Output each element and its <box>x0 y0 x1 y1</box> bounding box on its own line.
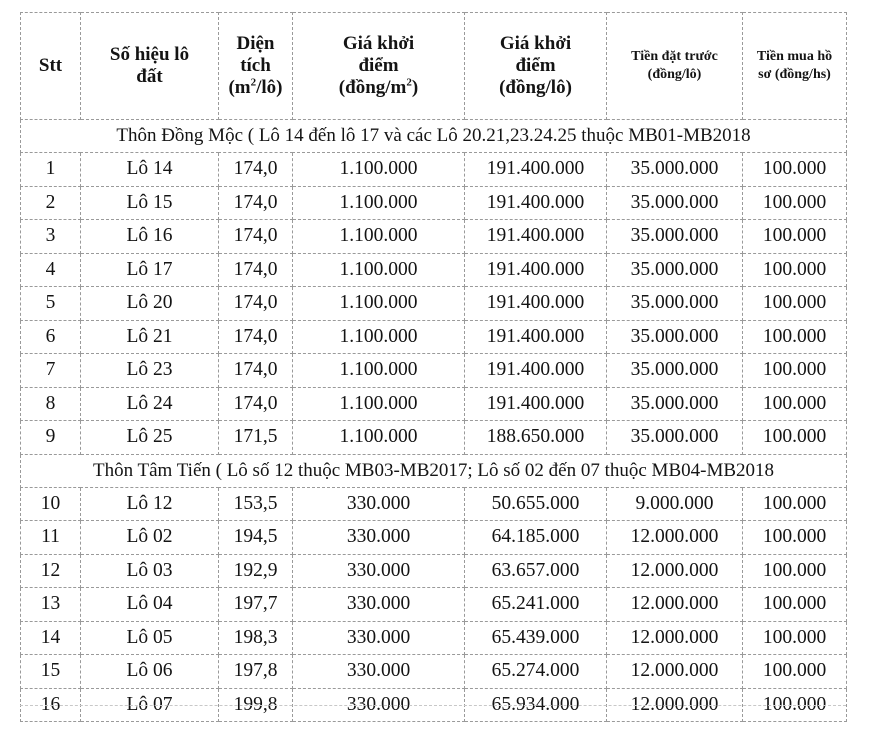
table-row <box>21 354 847 388</box>
table-row <box>21 387 847 421</box>
cell-fee: 100.000 <box>743 320 847 354</box>
cell-fee: 100.000 <box>743 153 847 187</box>
cell-stt: 11 <box>21 521 81 555</box>
cell-lot: Lô 03 <box>81 554 219 588</box>
cell-deposit: 9.000.000 <box>607 487 743 521</box>
cell-lot: Lô 24 <box>81 387 219 421</box>
cell-deposit: 12.000.000 <box>607 521 743 555</box>
group-title: Thôn Đồng Mộc ( Lô 14 đến lô 17 và các Lô 20.21,23.24.25 thuộc MB01-MB2018 <box>21 120 847 153</box>
cell-stt: 10 <box>21 487 81 521</box>
table-row <box>21 621 847 655</box>
cell-fee: 100.000 <box>743 487 847 521</box>
cell-price-per-lot: 191.400.000 <box>465 320 607 354</box>
table-row <box>21 521 847 555</box>
cell-lot: Lô 05 <box>81 621 219 655</box>
cell-fee: 100.000 <box>743 387 847 421</box>
cell-stt: 9 <box>21 421 81 455</box>
header-price-per-m2: Giá khởi điểm $(đồng/m^2)$ <box>293 13 465 120</box>
cell-deposit: 35.000.000 <box>607 153 743 187</box>
cell-area: 174,0 <box>219 253 293 287</box>
cell-price-per-lot: 188.650.000 <box>465 421 607 455</box>
cell-price-per-m2: 330.000 <box>293 487 465 521</box>
cell-price-per-lot: 65.241.000 <box>465 588 607 622</box>
cell-area: 197,7 <box>219 588 293 622</box>
cell-price-per-lot: 191.400.000 <box>465 153 607 187</box>
table-row <box>21 655 847 689</box>
table-body <box>21 120 847 722</box>
header-stt: Stt <box>21 13 81 120</box>
cell-price-per-lot: 191.400.000 <box>465 354 607 388</box>
table-bottom-divider <box>20 705 846 708</box>
cell-stt: 1 <box>21 153 81 187</box>
cell-fee: 100.000 <box>743 220 847 254</box>
cell-area: 174,0 <box>219 287 293 321</box>
header-lot-number: Số hiệu lô đất <box>81 13 219 120</box>
cell-stt: 3 <box>21 220 81 254</box>
cell-deposit: 35.000.000 <box>607 354 743 388</box>
cell-price-per-m2: 330.000 <box>293 688 465 722</box>
table-header <box>21 13 847 120</box>
cell-price-per-m2: 1.100.000 <box>293 153 465 187</box>
group-header-row <box>21 120 847 153</box>
cell-fee: 100.000 <box>743 588 847 622</box>
cell-price-per-m2: 1.100.000 <box>293 253 465 287</box>
cell-area: 174,0 <box>219 220 293 254</box>
cell-lot: Lô 20 <box>81 287 219 321</box>
cell-price-per-m2: 330.000 <box>293 621 465 655</box>
header-deposit: Tiền đặt trước (đồng/lô) <box>607 13 743 120</box>
cell-price-per-lot: 65.934.000 <box>465 688 607 722</box>
cell-stt: 16 <box>21 688 81 722</box>
cell-price-per-lot: 191.400.000 <box>465 253 607 287</box>
cell-fee: 100.000 <box>743 554 847 588</box>
cell-area: 174,0 <box>219 186 293 220</box>
cell-lot: Lô 07 <box>81 688 219 722</box>
table-row <box>21 421 847 455</box>
cell-area: 194,5 <box>219 521 293 555</box>
cell-stt: 8 <box>21 387 81 421</box>
table-row <box>21 554 847 588</box>
table-row <box>21 287 847 321</box>
cell-fee: 100.000 <box>743 287 847 321</box>
cell-lot: Lô 12 <box>81 487 219 521</box>
cell-fee: 100.000 <box>743 253 847 287</box>
cell-area: 174,0 <box>219 387 293 421</box>
cell-area: 174,0 <box>219 320 293 354</box>
cell-area: 174,0 <box>219 153 293 187</box>
cell-price-per-lot: 191.400.000 <box>465 287 607 321</box>
cell-area: 192,9 <box>219 554 293 588</box>
cell-deposit: 12.000.000 <box>607 588 743 622</box>
group-title: Thôn Tâm Tiến ( Lô số 12 thuộc MB03-MB2017; Lô số 02 đến 07 thuộc MB04-MB2018 <box>21 454 847 487</box>
header-row <box>21 13 847 120</box>
cell-lot: Lô 14 <box>81 153 219 187</box>
group-header-row <box>21 454 847 487</box>
header-area: Diện tích $(m^2/lô)$ <box>219 13 293 120</box>
cell-deposit: 12.000.000 <box>607 554 743 588</box>
cell-price-per-lot: 191.400.000 <box>465 220 607 254</box>
cell-deposit: 35.000.000 <box>607 421 743 455</box>
cell-price-per-m2: 1.100.000 <box>293 320 465 354</box>
cell-price-per-m2: 330.000 <box>293 554 465 588</box>
cell-price-per-m2: 330.000 <box>293 655 465 689</box>
cell-price-per-lot: 63.657.000 <box>465 554 607 588</box>
cell-price-per-m2: 1.100.000 <box>293 387 465 421</box>
cell-price-per-m2: 1.100.000 <box>293 421 465 455</box>
cell-stt: 4 <box>21 253 81 287</box>
header-dossier-fee: Tiền mua hồ sơ (đồng/hs) <box>743 13 847 120</box>
cell-price-per-lot: 191.400.000 <box>465 387 607 421</box>
cell-lot: Lô 21 <box>81 320 219 354</box>
cell-fee: 100.000 <box>743 521 847 555</box>
cell-price-per-m2: 330.000 <box>293 588 465 622</box>
cell-stt: 2 <box>21 186 81 220</box>
cell-deposit: 35.000.000 <box>607 253 743 287</box>
cell-price-per-lot: 65.439.000 <box>465 621 607 655</box>
cell-price-per-m2: 1.100.000 <box>293 287 465 321</box>
cell-deposit: 35.000.000 <box>607 220 743 254</box>
table-row <box>21 253 847 287</box>
cell-area: 153,5 <box>219 487 293 521</box>
cell-stt: 14 <box>21 621 81 655</box>
cell-lot: Lô 16 <box>81 220 219 254</box>
cell-area: 197,8 <box>219 655 293 689</box>
cell-lot: Lô 25 <box>81 421 219 455</box>
cell-area: 174,0 <box>219 354 293 388</box>
cell-price-per-m2: 1.100.000 <box>293 186 465 220</box>
table-row <box>21 220 847 254</box>
cell-price-per-lot: 64.185.000 <box>465 521 607 555</box>
cell-lot: Lô 17 <box>81 253 219 287</box>
cell-price-per-m2: 1.100.000 <box>293 220 465 254</box>
cell-deposit: 12.000.000 <box>607 621 743 655</box>
cell-area: 199,8 <box>219 688 293 722</box>
cell-stt: 12 <box>21 554 81 588</box>
cell-fee: 100.000 <box>743 421 847 455</box>
cell-area: 198,3 <box>219 621 293 655</box>
table-row <box>21 588 847 622</box>
table-row <box>21 186 847 220</box>
table-row <box>21 153 847 187</box>
cell-price-per-lot: 191.400.000 <box>465 186 607 220</box>
cell-fee: 100.000 <box>743 354 847 388</box>
cell-fee: 100.000 <box>743 688 847 722</box>
cell-price-per-m2: 330.000 <box>293 521 465 555</box>
cell-stt: 6 <box>21 320 81 354</box>
cell-deposit: 12.000.000 <box>607 688 743 722</box>
cell-deposit: 35.000.000 <box>607 186 743 220</box>
cell-deposit: 12.000.000 <box>607 655 743 689</box>
cell-fee: 100.000 <box>743 621 847 655</box>
cell-price-per-lot: 65.274.000 <box>465 655 607 689</box>
cell-deposit: 35.000.000 <box>607 320 743 354</box>
cell-stt: 7 <box>21 354 81 388</box>
table-row <box>21 487 847 521</box>
cell-fee: 100.000 <box>743 186 847 220</box>
cell-price-per-lot: 50.655.000 <box>465 487 607 521</box>
cell-lot: Lô 06 <box>81 655 219 689</box>
cell-area: 171,5 <box>219 421 293 455</box>
cell-lot: Lô 15 <box>81 186 219 220</box>
cell-lot: Lô 23 <box>81 354 219 388</box>
cell-stt: 5 <box>21 287 81 321</box>
cell-stt: 15 <box>21 655 81 689</box>
cell-lot: Lô 02 <box>81 521 219 555</box>
table-row <box>21 320 847 354</box>
header-price-per-lot: Giá khởi điểm (đồng/lô) <box>465 13 607 120</box>
cell-stt: 13 <box>21 588 81 622</box>
cell-fee: 100.000 <box>743 655 847 689</box>
land-auction-table <box>20 12 847 722</box>
cell-price-per-m2: 1.100.000 <box>293 354 465 388</box>
cell-deposit: 35.000.000 <box>607 387 743 421</box>
cell-deposit: 35.000.000 <box>607 287 743 321</box>
cell-lot: Lô 04 <box>81 588 219 622</box>
